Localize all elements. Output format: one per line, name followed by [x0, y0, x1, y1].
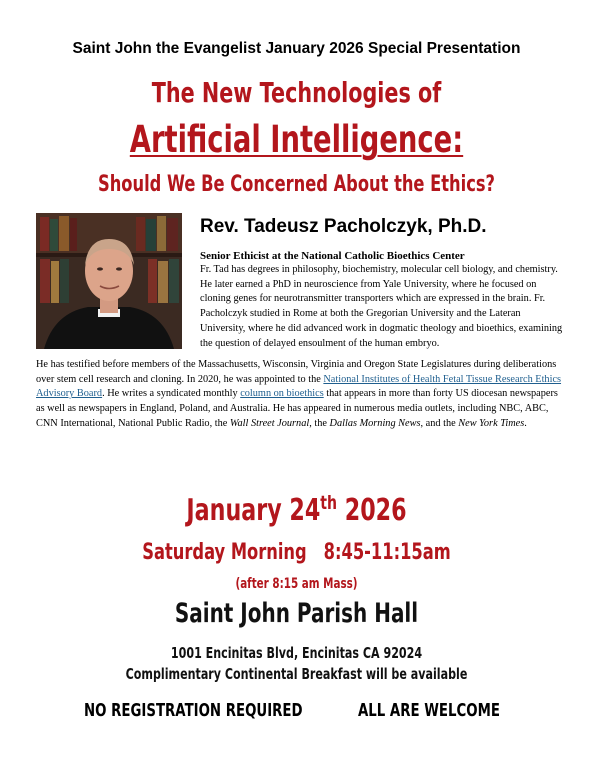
event-date-ordinal: th: [320, 492, 338, 514]
footer-welcome-note: ALL ARE WELCOME: [358, 700, 500, 721]
media-outlet-nyt: New York Times: [458, 417, 525, 429]
speaker-photo: [36, 213, 182, 349]
event-time: Saturday Morning 8:45-11:15am: [142, 540, 451, 565]
bio-text: . He writes a syndicated monthly: [102, 388, 241, 400]
title-line-3: Should We Be Concerned About the Ethics?: [97, 172, 496, 197]
event-date-year: 2026: [337, 493, 407, 528]
bio-text: that appears in more than forty US diocesan newspapers as well as newspapers in England, Poland, and Australia. He has appeared in numerous media outlets, including NBC, ABC, CNN International, National Public Radio, the: [36, 388, 558, 429]
footer-registration-note: NO REGISTRATION REQUIRED: [84, 700, 303, 721]
title-line-2: Artificial Intelligence:: [129, 118, 464, 161]
speaker-bio-part2: [36, 358, 568, 432]
speaker-role: Senior Ethicist at the National Catholic Bioethics Center: [200, 250, 465, 262]
bio-text: , and the: [420, 417, 459, 429]
bioethics-column-link[interactable]: column on bioethics: [240, 388, 324, 400]
media-outlet-dmn: Dallas Morning News: [329, 417, 421, 429]
event-date-day: January 24: [186, 493, 321, 528]
bio-text: He has testified before members of the Massachusetts, Wisconsin, Virginia and Oregon State Legislatures during deliberations over stem cell research and cloning. In 2020, he was appointed to the: [36, 359, 557, 385]
event-mass-note: (after 8:15 am Mass): [235, 576, 358, 592]
bio-text: , the: [309, 417, 330, 429]
nih-board-link[interactable]: National Institutes of Health Fetal Tissue Research Ethics Advisory Board: [36, 373, 562, 400]
venue-address: 1001 Encinitas Blvd, Encinitas CA 92024: [170, 644, 423, 662]
event-header: Saint John the Evangelist January 2026 Special Presentation: [72, 40, 521, 57]
venue-breakfast: Complimentary Continental Breakfast will be available: [125, 665, 468, 683]
media-outlet-wsj: Wall Street Journal: [229, 417, 310, 429]
speaker-name: Rev. Tadeusz Pacholczyk, Ph.D.: [200, 216, 487, 237]
event-date: [77, 493, 516, 528]
bio-text: .: [524, 417, 527, 429]
title-line-1: The New Technologies of: [151, 76, 442, 109]
speaker-bio-part1: Fr. Tad has degrees in philosophy, biochemistry, molecular cell biology, and chemistry. He later earned a PhD in neuroscience from Yale University, where he focused on cloning genes for neurotransmitter transporters which are expressed in the brain. Fr. Pacholczyk studied in Rome at both the Gregorian University and the Lateran University, where he did advanced work in dogmatic theology and bioethics, examining the question of delayed ensoulment of the human embryo.: [200, 264, 563, 349]
venue-name: Saint John Parish Hall: [174, 598, 419, 629]
